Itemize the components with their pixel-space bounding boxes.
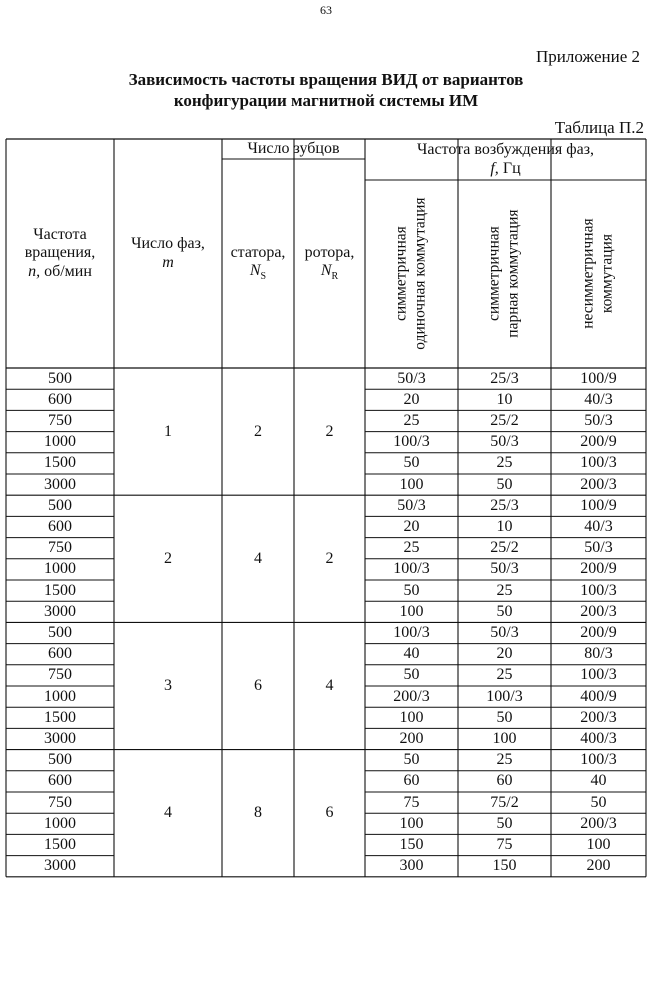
phase-count-cell: 3 <box>164 676 172 694</box>
header-symmetric-single-commutation <box>365 180 458 368</box>
rotor-teeth-cell: 2 <box>325 422 334 440</box>
asym-cell: 400/9 <box>580 687 617 705</box>
speed-cell: 600 <box>48 645 72 663</box>
speed-cell: 750 <box>48 793 72 811</box>
asym-cell: 200/9 <box>580 433 617 451</box>
header-speed-line-1: Частота <box>33 225 87 243</box>
header-rotor-teeth <box>294 159 365 368</box>
header-stator-line-1: статора, <box>230 243 286 261</box>
sym-single-cell: 100/3 <box>393 623 430 641</box>
asym-cell: 100/3 <box>580 666 617 684</box>
header-asym-line-2: коммутация <box>598 234 616 314</box>
sym-single-cell: 50 <box>403 751 420 769</box>
sym-pair-cell: 100/3 <box>486 687 523 705</box>
sym-single-cell: 150 <box>399 835 424 853</box>
sym-pair-cell: 25 <box>496 666 513 684</box>
speed-cell: 750 <box>48 666 72 684</box>
sym-pair-cell: 50 <box>496 708 513 726</box>
appendix-label: Приложение 2 <box>536 47 640 66</box>
speed-cell: 500 <box>48 751 72 769</box>
sym-pair-cell: 75/2 <box>490 793 519 811</box>
speed-cell: 600 <box>48 390 72 408</box>
rotor-teeth-cell: 4 <box>325 676 334 694</box>
sym-pair-cell: 25/2 <box>490 539 519 557</box>
sym-pair-cell: 50/3 <box>490 560 519 578</box>
sym-single-cell: 20 <box>403 517 420 535</box>
speed-cell: 500 <box>48 496 72 514</box>
stator-teeth-cell: 2 <box>254 422 262 440</box>
header-sym-pair-line-2: парная коммутация <box>504 209 522 339</box>
speed-cell: 1000 <box>44 687 76 705</box>
header-freq-symbol: f, <box>490 159 499 177</box>
asym-cell: 200/3 <box>580 814 617 832</box>
header-speed-unit: об/мин <box>40 262 92 280</box>
sym-pair-cell: 25/3 <box>490 369 519 387</box>
sym-single-cell: 100/3 <box>393 560 430 578</box>
sym-single-cell: 300 <box>399 857 424 875</box>
asym-cell: 200/9 <box>580 560 617 578</box>
speed-cell: 500 <box>48 369 72 387</box>
sym-pair-cell: 50 <box>496 602 513 620</box>
asym-cell: 100/3 <box>580 454 617 472</box>
asym-cell: 50/3 <box>584 411 613 429</box>
page-number: 63 <box>320 3 332 17</box>
header-rotor-sub: R <box>331 271 339 283</box>
table-label: Таблица П.2 <box>554 118 644 137</box>
sym-single-cell: 20 <box>403 390 420 408</box>
sym-pair-cell: 50 <box>496 814 513 832</box>
sym-single-cell: 100 <box>399 475 424 493</box>
asym-cell: 40 <box>590 772 607 790</box>
asym-cell: 200/9 <box>580 623 617 641</box>
header-sym-single-line-2: одиночная коммутация <box>411 197 429 351</box>
speed-cell: 1500 <box>44 454 76 472</box>
asym-cell: 200/3 <box>580 602 617 620</box>
rotor-teeth-cell: 6 <box>325 804 334 822</box>
asym-cell: 40/3 <box>584 390 613 408</box>
header-teeth-count: Число зубцов <box>247 139 340 157</box>
sym-pair-cell: 50/3 <box>490 433 519 451</box>
sym-pair-cell: 50 <box>496 475 513 493</box>
rotor-teeth-cell: 2 <box>325 549 334 567</box>
sym-single-cell: 25 <box>403 411 420 429</box>
sym-single-cell: 50/3 <box>397 369 426 387</box>
sym-single-cell: 100 <box>399 814 424 832</box>
sym-pair-cell: 25 <box>496 751 513 769</box>
sym-single-cell: 50 <box>403 581 420 599</box>
sym-single-cell: 100 <box>399 602 424 620</box>
stator-teeth-cell: 8 <box>254 804 262 822</box>
sym-pair-cell: 75 <box>496 835 513 853</box>
sym-single-cell: 25 <box>403 539 420 557</box>
sym-pair-cell: 50/3 <box>490 623 519 641</box>
phase-count-cell: 4 <box>164 804 172 822</box>
sym-single-cell: 100 <box>399 708 424 726</box>
phase-count-cell: 2 <box>164 549 172 567</box>
header-speed-symbol: n, <box>28 262 41 280</box>
sym-pair-cell: 25/2 <box>490 411 519 429</box>
header-symmetric-pair-commutation <box>458 180 551 368</box>
sym-pair-cell: 20 <box>496 645 513 663</box>
header-asymmetric-commutation <box>551 180 646 368</box>
header-rotor-symbol: N <box>320 262 332 280</box>
speed-cell: 1500 <box>44 581 76 599</box>
sym-pair-cell: 25 <box>496 454 513 472</box>
asym-cell: 100/9 <box>580 496 617 514</box>
header-stator-sub: S <box>260 271 267 283</box>
asym-cell: 100/3 <box>580 581 617 599</box>
header-phases-line-1: Число фаз, <box>131 235 205 253</box>
header-rotor-line-1: ротора, <box>304 243 355 261</box>
header-phase-count <box>114 139 222 368</box>
asym-cell: 100 <box>586 835 611 853</box>
speed-cell: 600 <box>48 517 72 535</box>
sym-single-cell: 60 <box>403 772 420 790</box>
speed-cell: 3000 <box>44 857 76 875</box>
sym-pair-cell: 10 <box>496 390 513 408</box>
speed-cell: 1000 <box>44 433 76 451</box>
asym-cell: 50 <box>590 793 607 811</box>
sym-single-cell: 200 <box>399 729 424 747</box>
asym-cell: 200/3 <box>580 708 617 726</box>
sym-pair-cell: 25 <box>496 581 513 599</box>
phase-count-cell: 1 <box>164 422 172 440</box>
speed-cell: 1000 <box>44 814 76 832</box>
header-stator-symbol: N <box>249 262 261 280</box>
sym-single-cell: 50 <box>403 454 420 472</box>
header-freq-unit: Гц <box>498 159 521 177</box>
speed-cell: 500 <box>48 623 72 641</box>
speed-cell: 1000 <box>44 560 76 578</box>
header-phases-symbol: m <box>162 253 174 271</box>
header-sym-single-line-1: симметричная <box>392 226 410 322</box>
asym-cell: 100/9 <box>580 369 617 387</box>
sym-single-cell: 50/3 <box>397 496 426 514</box>
title-line-1: Зависимость частоты вращения ВИД от вариантов <box>128 70 524 89</box>
sym-pair-cell: 60 <box>496 772 513 790</box>
header-asym-line-1: несимметричная <box>579 218 597 330</box>
sym-single-cell: 50 <box>403 666 420 684</box>
sym-pair-cell: 100 <box>492 729 517 747</box>
header-freq-line-1: Частота возбуждения фаз, <box>416 141 595 159</box>
speed-cell: 1500 <box>44 835 76 853</box>
asym-cell: 200 <box>586 857 611 875</box>
sym-single-cell: 75 <box>403 793 420 811</box>
header-sym-pair-line-1: симметричная <box>485 226 503 322</box>
asym-cell: 400/3 <box>580 729 617 747</box>
sym-pair-cell: 150 <box>492 857 517 875</box>
sym-pair-cell: 10 <box>496 517 513 535</box>
stator-teeth-cell: 6 <box>254 676 262 694</box>
speed-cell: 1500 <box>44 708 76 726</box>
asym-cell: 40/3 <box>584 517 613 535</box>
speed-cell: 750 <box>48 411 72 429</box>
asym-cell: 200/3 <box>580 475 617 493</box>
asym-cell: 80/3 <box>584 645 613 663</box>
speed-cell: 3000 <box>44 729 76 747</box>
asym-cell: 50/3 <box>584 539 613 557</box>
speed-cell: 750 <box>48 539 72 557</box>
sym-single-cell: 200/3 <box>393 687 430 705</box>
sym-pair-cell: 25/3 <box>490 496 519 514</box>
document-title <box>0 69 652 111</box>
speed-cell: 3000 <box>44 475 76 493</box>
header-rotation-speed <box>6 139 114 368</box>
header-stator-teeth <box>222 159 294 368</box>
header-phase-excitation-frequency <box>365 139 646 180</box>
asym-cell: 100/3 <box>580 751 617 769</box>
title-line-2: конфигурации магнитной системы ИМ <box>173 91 479 110</box>
speed-cell: 600 <box>48 772 72 790</box>
sym-single-cell: 40 <box>403 645 420 663</box>
header-speed-line-2: вращения, <box>24 244 96 262</box>
speed-cell: 3000 <box>44 602 76 620</box>
stator-teeth-cell: 4 <box>254 549 262 567</box>
sym-single-cell: 100/3 <box>393 433 430 451</box>
